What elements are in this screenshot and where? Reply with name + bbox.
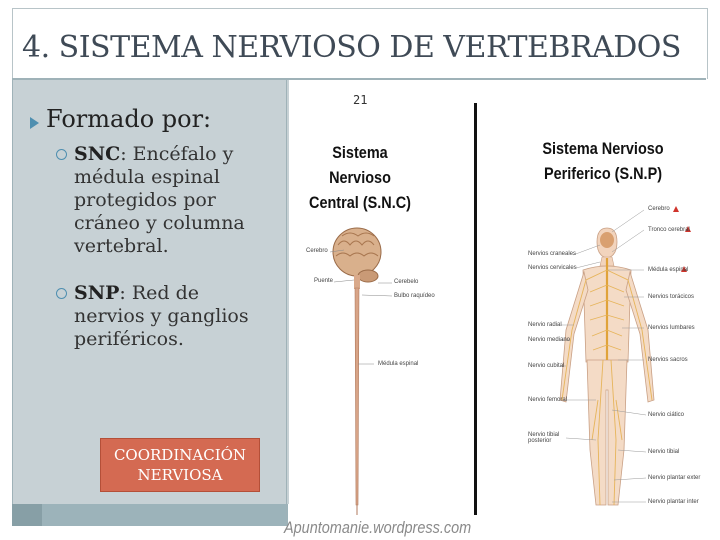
item-term: SNC	[74, 143, 121, 165]
snp-title	[539, 136, 667, 186]
snp-label: Médula espinal	[648, 267, 689, 273]
snp-title-line-1: Sistema Nervioso	[542, 139, 664, 158]
item-description: : Encéfalo y médula espinal protegidos por cráneo y columna vertebral.	[74, 143, 245, 257]
snp-label: Nervio plantar exter	[648, 475, 701, 481]
snc-title	[301, 140, 420, 215]
snp-label: Nervio femoral	[528, 397, 568, 403]
snp-label: Cerebro	[648, 206, 670, 212]
slide-title: 4. SISTEMA NERVIOSO DE VERTEBRADOS	[22, 30, 681, 65]
item-description: : Red de nervios y ganglios periféricos.	[74, 282, 249, 350]
snp-label: Nervios craneales	[528, 251, 577, 257]
item-term: SNP	[74, 282, 120, 304]
page-number: 21	[353, 93, 368, 107]
snp-label: Nervio tibial	[648, 449, 680, 455]
snp-label: Nervios sacros	[648, 357, 688, 363]
snp-title-line-2: Periferico (S.N.P)	[543, 164, 663, 183]
snp-label: Nervios cervicales	[528, 265, 577, 271]
heading: Formado por:	[46, 105, 212, 133]
snc-label: Cerebelo	[394, 279, 419, 285]
snp-label: Nervio plantar inter	[648, 499, 699, 505]
snp-label: Nervio ciático	[648, 412, 685, 418]
snp-label: Tronco cerebral	[648, 227, 690, 233]
snc-title-line-1: Sistema Nervioso	[329, 143, 391, 187]
snp-label: Nervios torácicos	[648, 294, 695, 300]
figure-divider	[474, 103, 477, 515]
snc-label: Médula espinal	[378, 361, 419, 367]
watermark: Apuntomanie.wordpress.com	[284, 518, 472, 537]
box-line-1: COORDINACIÓN	[113, 446, 247, 464]
snc-label: Bulbo raquídeo	[394, 293, 435, 299]
snp-label: Nervios lumbares	[648, 325, 695, 331]
snc-label: Cerebro	[306, 248, 328, 254]
snc-label: Puente	[314, 278, 334, 284]
snc-illustration	[333, 228, 381, 515]
snp-label: Nervio tibial posterior	[528, 432, 560, 444]
box-line-2: NERVIOSA	[137, 466, 223, 484]
snc-title-line-2: Central (S.N.C)	[309, 193, 411, 212]
snp-label: Nervio cubital	[528, 363, 565, 369]
snp-label: Nervio mediano	[528, 337, 571, 343]
snp-label: Nervio radial	[528, 322, 562, 328]
